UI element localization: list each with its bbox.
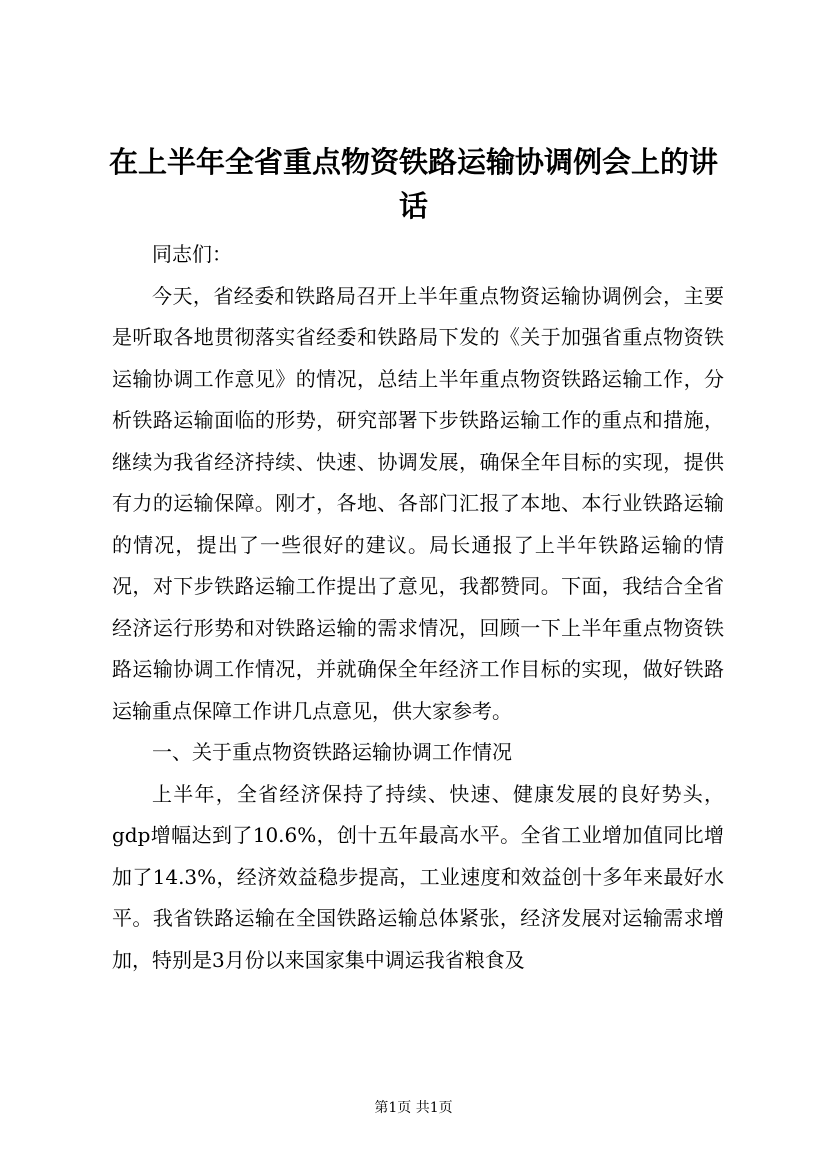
- page-footer: 第1页 共1页: [374, 1100, 453, 1116]
- paragraph-section-1: 上半年，全省经济保持了持续、快速、健康发展的良好势头，gdp增幅达到了10.6%，创十五年最高水平。全省工业增加值同比增加了14.3%，经济效益稳步提高，工业速度和效益创十多年来最好水平。我省铁路运输在全国铁路运输总体紧张，经济发展对运输需求增加，特别是3月份以来国家集中调运我省粮食及: [112, 781, 724, 972]
- section-heading: 一、关于重点物资铁路运输协调工作情况: [152, 740, 512, 764]
- salutation: 同志们：: [152, 242, 232, 266]
- document-body: [112, 234, 724, 981]
- document-title: 在上半年全省重点物资铁路运输协调例会上的讲话: [108, 145, 718, 223]
- paragraph-intro: 今天，省经委和铁路局召开上半年重点物资运输协调例会，主要是听取各地贯彻落实省经委和铁路局下发的《关于加强省重点物资铁运输协调工作意见》的情况，总结上半年重点物资铁路运输工作，分析铁路运输面临的形势，研究部署下步铁路运输工作的重点和措施，继续为我省经济持续、快速、协调发展，确保全年目标的实现，提供有力的运输保障。刚才，各地、各部门汇报了本地、本行业铁路运输的情况，提出了一些很好的建议。局长通报了上半年铁路运输的情况，对下步铁路运输工作提出了意见，我都赞同。下面，我结合全省经济运行形势和对铁路运输的需求情况，回顾一下上半年重点物资铁路运输协调工作情况，并就确保全年经济工作目标的实现，做好铁路运输重点保障工作讲几点意见，供大家参考。: [112, 283, 724, 723]
